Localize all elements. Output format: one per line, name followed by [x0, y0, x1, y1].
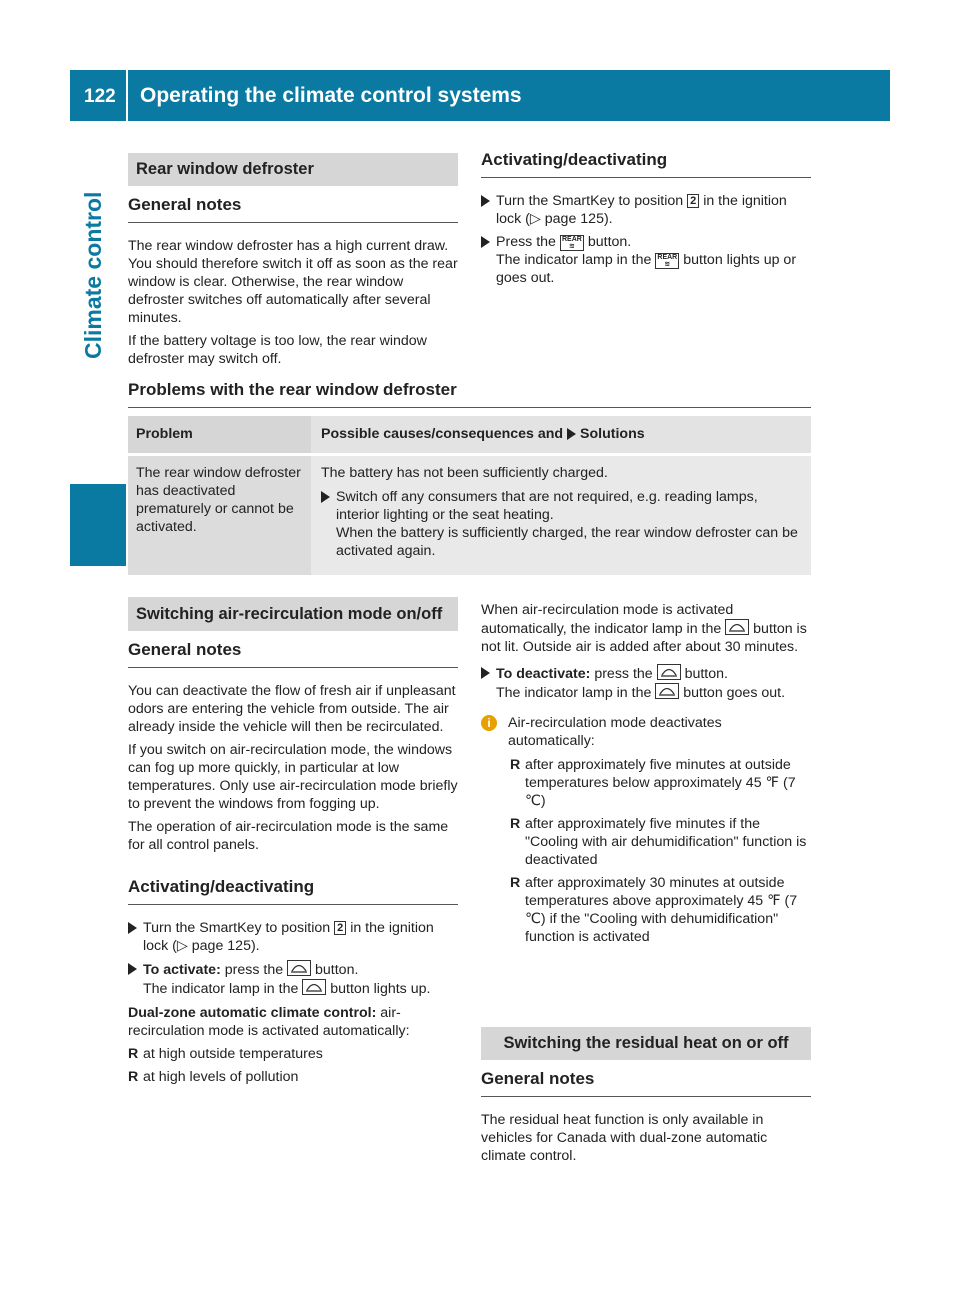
section-heading: Switching air-recirculation mode on/off: [128, 597, 458, 631]
paragraph: When air-recirculation mode is activated automatically, the indicator lamp in the button is not lit. Outside air is added after about 30 minutes.: [481, 602, 807, 655]
key-position-icon: 2: [687, 194, 699, 208]
paragraph: The rear window defroster has a high current draw. You should therefore switch it off as soon as the rear window is clear. Otherwise, the rear window defroster switches off automatically after several minutes.: [128, 238, 458, 326]
recirc-section: [128, 597, 458, 1091]
step-item: Turn the SmartKey to position 2 in the ignition lock (▷ page 125).: [128, 919, 458, 955]
list-item: R after approximately 30 minutes at outside temperatures above approximately 45 ℉ (7 ℃) if the "Cooling with dehumidification" function is activated: [510, 875, 798, 945]
chapter-tab-marker: [70, 484, 126, 566]
subsection-heading: Activating/deactivating: [481, 145, 811, 178]
page-header: [70, 70, 890, 121]
section-heading: Rear window defroster: [128, 153, 458, 186]
problems-table: [128, 416, 811, 575]
problems-heading: Problems with the rear window defroster: [128, 380, 811, 408]
rear-defroster-icon: REAR ≋: [655, 253, 679, 269]
step-item: Turn the SmartKey to position 2 in the ignition lock (▷ page 125).: [481, 192, 811, 228]
arrow-icon: [481, 195, 490, 207]
page-ref-icon: ▷: [529, 211, 541, 227]
table-header-cell: Possible causes/consequences and Solutions: [311, 416, 811, 453]
list-item: R at high levels of pollution: [128, 1069, 299, 1085]
rear-defroster-section: [128, 153, 458, 373]
key-position-icon: 2: [334, 921, 346, 935]
page-reference-link[interactable]: page 125).: [544, 211, 613, 227]
list-item: R at high outside temperatures: [128, 1046, 323, 1062]
residual-heat-section: [481, 1027, 811, 1170]
list-item: R after approximately five minutes if the "Cooling with air dehumidification" function is deactivated: [510, 816, 807, 868]
step-item: Press the REAR ≋ button. The indicator lamp in the REAR ≋ button lights up or goes out.: [481, 233, 811, 287]
page-ref-icon: ▷: [176, 938, 188, 954]
table-row: [128, 456, 811, 575]
page-number: 122: [84, 86, 116, 107]
solution-cell: The battery has not been sufficiently charged. Switch off any consumers that are not required, e.g. reading lamps, interior lighting or the seat heating. When the battery is sufficiently charged, the rear window defroster can be activated again.: [311, 456, 811, 575]
subsection-heading: Activating/deactivating: [128, 872, 458, 905]
recirc-continued: [481, 601, 811, 951]
info-icon: i: [481, 715, 497, 731]
bullet-icon: R: [128, 1069, 139, 1085]
list-item: R after approximately five minutes at outside temperatures below approximately 45 ℉ (7 ℃): [510, 757, 796, 809]
step-item: To deactivate: press the button. The indicator lamp in the button goes out.: [481, 664, 811, 702]
rear-defroster-icon: REAR ≋: [560, 235, 584, 251]
page-reference-link[interactable]: page 125).: [191, 938, 260, 954]
arrow-icon: [567, 428, 576, 440]
subsection-heading: General notes: [128, 635, 458, 668]
section-heading: Switching the residual heat on or off: [481, 1027, 811, 1060]
recirculation-icon: [655, 683, 679, 699]
bullet-icon: R: [510, 875, 521, 891]
paragraph: If the battery voltage is too low, the rear window defroster may switch off.: [128, 333, 427, 367]
paragraph: You can deactivate the flow of fresh air if unpleasant odors are entering the vehicle from outside. The air already inside the vehicle will then be recirculated.: [128, 683, 456, 735]
paragraph: The operation of air-recirculation mode is the same for all control panels.: [128, 819, 449, 853]
bullet-icon: R: [510, 816, 521, 832]
page-title: Operating the climate control systems: [140, 84, 522, 107]
arrow-icon: [481, 236, 490, 248]
arrow-icon: [128, 922, 137, 934]
subsection-heading: General notes: [481, 1064, 811, 1097]
table-header-row: [128, 416, 811, 456]
chapter-sidebar: [70, 121, 126, 1302]
paragraph: Dual-zone automatic climate control: air-recirculation mode is activated automatically:: [128, 1005, 410, 1039]
info-note: i Air-recirculation mode deactivates automatically: R after approximately five minutes at outside temperatures below approximately 45 ℉ (7 ℃) R after approximately five minutes if the "Cooling with air dehumidification" function is deactivated R after approximately 30 minutes at outside temperatures above approximately 45 ℉ (7 ℃) if the "Cooling with dehumidification" function is activated: [481, 714, 811, 946]
subsection-heading: General notes: [128, 190, 458, 223]
recirculation-icon: [725, 619, 749, 635]
recirculation-icon: [287, 960, 311, 976]
chapter-label: Climate control: [80, 191, 106, 359]
recirculation-icon: [302, 979, 326, 995]
recirculation-icon: [657, 664, 681, 680]
paragraph: The residual heat function is only available in vehicles for Canada with dual-zone automatic climate control.: [481, 1112, 768, 1164]
header-divider: [126, 70, 128, 121]
arrow-icon: [128, 963, 137, 975]
bullet-icon: R: [128, 1046, 139, 1062]
arrow-icon: [321, 491, 330, 503]
step-item: To activate: press the button. The indicator lamp in the button lights up.: [128, 960, 458, 998]
arrow-icon: [481, 667, 490, 679]
table-header-cell: Problem: [128, 416, 311, 453]
bullet-icon: R: [510, 757, 521, 773]
rear-defroster-activating: [481, 145, 811, 292]
paragraph: If you switch on air-recirculation mode, the windows can fog up more quickly, in particular at low temperatures. Only use air-recirculation mode briefly to prevent the windows from fogging up.: [128, 742, 458, 812]
problem-cell: The rear window defroster has deactivated prematurely or cannot be activated.: [128, 456, 311, 575]
